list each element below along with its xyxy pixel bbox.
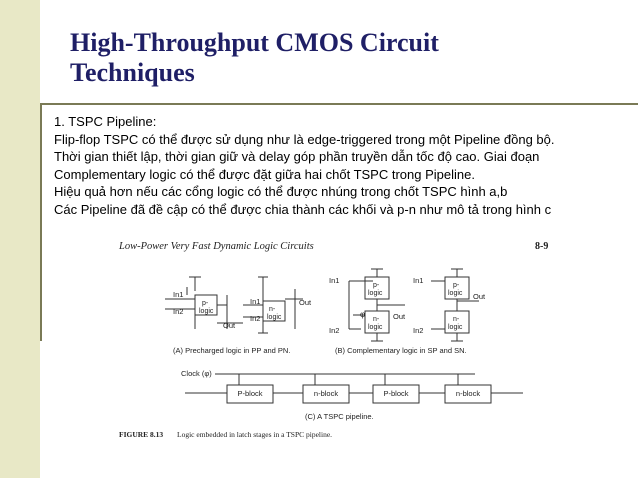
figure-label: FIGURE 8.13 (119, 430, 164, 439)
label-in1: In1 (329, 276, 340, 285)
diagram-b (329, 269, 486, 355)
body-line: Các Pipeline đã đề cập có thể được chia thành các khối và p-n như mô tả trong hình c (54, 201, 552, 217)
figure-header-title: Low-Power Very Fast Dynamic Logic Circuits (119, 241, 314, 252)
p-logic-label-top: p- (202, 300, 209, 307)
clock-label: Clock (φ) (181, 369, 212, 378)
label-out: Out (473, 292, 486, 301)
figure-drawing (113, 229, 563, 449)
title-divider (40, 103, 638, 105)
p-logic-label-bottom: logic (199, 308, 214, 315)
n-logic-label-top: n- (453, 316, 460, 323)
label-in1: In1 (173, 290, 184, 299)
p-logic-label-top: p- (373, 282, 380, 289)
label-in2: In2 (329, 326, 340, 335)
body-line: Hiệu quả hơn nếu các cổng logic có thể được nhúng trong chốt TSPC hình a,b (54, 184, 508, 200)
label-in1: In1 (413, 276, 424, 285)
n-logic-label-bottom: logic (267, 314, 282, 321)
label-phi: φ (360, 310, 366, 319)
label-in1: In1 (250, 297, 261, 306)
content-left-rule (40, 103, 42, 341)
n-logic-label-top: n- (373, 316, 380, 323)
label-out: Out (393, 312, 406, 321)
n-logic-label-bottom: logic (448, 324, 463, 331)
figure-caption: Logic embedded in latch stages in a TSPC pipeline. (177, 430, 333, 439)
caption-b: (B) Complementary logic in SP and SN. (335, 346, 467, 355)
diagram-c (181, 369, 523, 421)
slide-title (70, 28, 610, 88)
left-decorative-band (0, 0, 40, 478)
slide-title-line-2: Techniques (70, 58, 195, 87)
body-line: Flip-flop TSPC có thể được sử dụng như là edge-triggered trong một Pipeline đồng bộ. (54, 131, 555, 147)
slide-body (54, 113, 634, 219)
label-out: Out (299, 298, 312, 307)
figure-page-number: 8-9 (535, 241, 549, 252)
caption-c: (C) A TSPC pipeline. (305, 412, 374, 421)
block-label: n-block (455, 389, 481, 398)
tspc-figure (113, 229, 563, 449)
p-logic-label-bottom: logic (448, 290, 463, 297)
label-out: Out (223, 321, 236, 330)
body-line: Thời gian thiết lập, thời gian giữ và delay góp phần truyền dẫn tốc độ cao. Giai đoạn (54, 149, 540, 165)
caption-a: (A) Precharged logic in PP and PN. (173, 346, 291, 355)
label-in2: In2 (173, 307, 184, 316)
body-line: 1. TSPC Pipeline: (54, 114, 157, 129)
n-logic-label-top: n- (269, 306, 276, 313)
label-in2: In2 (250, 314, 261, 323)
label-in2: In2 (413, 326, 424, 335)
diagram-a (165, 277, 312, 355)
block-label: n-block (313, 389, 339, 398)
p-logic-label-bottom: logic (368, 290, 383, 297)
p-logic-label-top: p- (453, 282, 460, 289)
slide-title-line-1: High-Throughput CMOS Circuit (70, 28, 439, 57)
block-label: P-block (383, 389, 409, 398)
block-label: P-block (237, 389, 263, 398)
body-line: Complementary logic có thể được đặt giữa hai chốt TSPC trong Pipeline. (54, 166, 475, 182)
n-logic-label-bottom: logic (368, 324, 383, 331)
